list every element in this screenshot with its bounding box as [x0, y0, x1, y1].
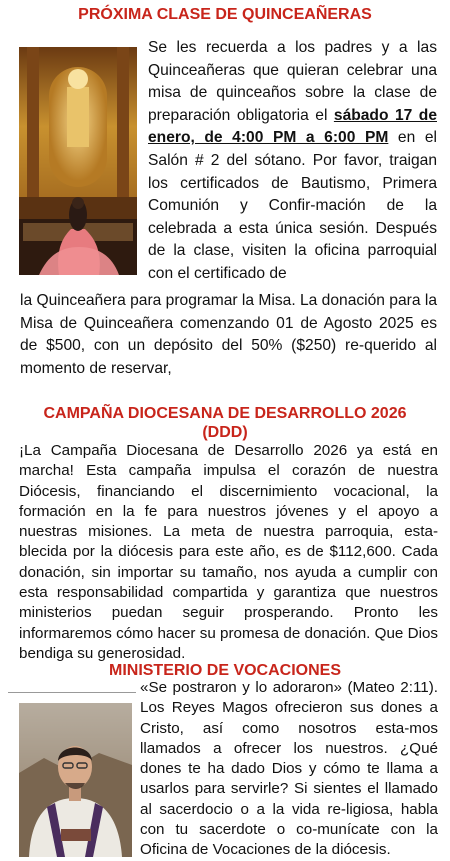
- ddd-heading-line1: CAMPAÑA DIOCESANA DE DESARROLLO 2026: [43, 405, 407, 422]
- quinceaneras-heading: PRÓXIMA CLASE DE QUINCEAÑERAS: [78, 6, 372, 23]
- ddd-heading-line2: (DDD): [202, 424, 248, 441]
- divider: [8, 692, 136, 693]
- quinceanera-altar-photo: [19, 47, 137, 275]
- ddd-paragraph: ¡La Campaña Diocesana de Desarrollo 2026 ya está en marcha! Esta campaña impulsa el corazón de nuestra Diócesis, financiando el discernimiento vocacional, la formación en la fe para nuestros jóvenes y el apoyo a nuestras misiones. La meta de nuestra parroquia, esta-blecida por la diócesis para este año, es de $112,600. Cada donación, sin importar su tamaño, nos ayuda a cumplir con esta responsabilidad compartida y garantiza que nuestros ministerios puedan seguir prosperando. Pronto les informaremos cómo hacer su promesa de donación. Que Dios bendiga su generosidad.: [19, 442, 438, 662]
- class-date: sábado 17 de enero, de 4:00 PM a 6:00 PM: [148, 106, 437, 147]
- quinceaneras-paragraph-wrapped: Se les recuerda a los padres y a las Quinceañeras que quieran celebrar una misa de quinceaños sobre la clase de preparación obligatoria el sábado 17 de enero, de 4:00 PM a 6:00 PM en el Salón # 2 del sótano. Por favor, traigan los certificados de Bautismo, Primera Comunión y Confir-mación de la celebrada a esta única sesión. Después de la clase, visiten la oficina parroquial con el certificado de: [148, 39, 437, 282]
- quinceaneras-paragraph-full: la Quinceañera para programar la Misa. La donación para la Misa de Quinceañera comenzando 01 de Agosto 2025 es de $500, con un depósito del 50% ($250) re-querido al momento de reservar,: [20, 292, 437, 377]
- priest-photo: [19, 703, 132, 857]
- vocaciones-paragraph: «Se postraron y lo adoraron» (Mateo 2:11). Los Reyes Magos ofrecieron sus dones a Cristo, así como nosotros esta-mos llamados a ofrecer los nuestros. ¿Qué dones te ha dado Dios y cómo te llama a usarlos para servirle? Si sientes el llamado al sacerdocio o a la vida re-ligiosa, habla con tu sacerdote o co-munícate con la Oficina de Vocaciones de la diócesis.: [140, 679, 438, 859]
- vocaciones-heading: MINISTERIO DE VOCACIONES: [108, 662, 342, 679]
